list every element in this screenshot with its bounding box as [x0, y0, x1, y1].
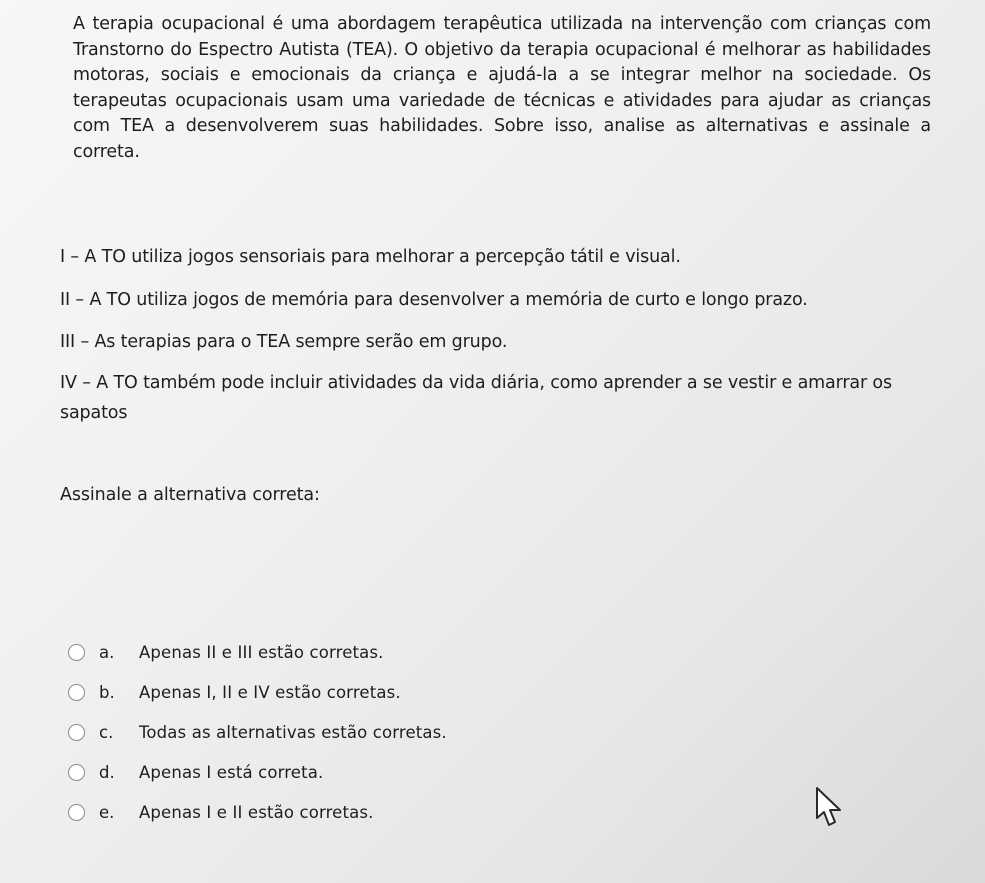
- radio-button-c[interactable]: [68, 724, 85, 741]
- option-e[interactable]: [68, 792, 447, 832]
- option-b[interactable]: [68, 672, 447, 712]
- option-letter: a.: [99, 642, 115, 662]
- radio-button-b[interactable]: [68, 684, 85, 701]
- option-a[interactable]: [68, 632, 447, 672]
- radio-button-e[interactable]: [68, 804, 85, 821]
- statement-2: II – A TO utiliza jogos de memória para desenvolver a memória de curto e longo prazo.: [60, 290, 808, 310]
- option-label: Apenas I está correta.: [139, 762, 324, 782]
- option-letter: d.: [99, 762, 115, 782]
- option-letter: e.: [99, 802, 115, 822]
- radio-button-d[interactable]: [68, 764, 85, 781]
- option-label: Apenas I e II estão corretas.: [139, 802, 374, 822]
- option-label: Apenas I, II e IV estão corretas.: [139, 682, 401, 702]
- option-label: Apenas II e III estão corretas.: [139, 642, 384, 662]
- option-d[interactable]: [68, 752, 447, 792]
- question-text: A terapia ocupacional é uma abordagem terapêutica utilizada na intervenção com crianças com Transtorno do Espectro Autista (TEA). O objetivo da terapia ocupacional é melhorar as habilidades motoras, sociais e emocionais da criança e ajudá-la a se integrar melhor na sociedade. Os terapeutas ocupacionais usam uma variedade de técnicas e atividades para ajudar as crianças com TEA a desenvolverem suas habilidades. Sobre isso, analise as alternativas e assinale a correta.: [73, 14, 931, 162]
- option-label: Todas as alternativas estão corretas.: [139, 722, 447, 742]
- statement-4: IV – A TO também pode incluir atividades da vida diária, como aprender a se vestir e amarrar os sapatos: [60, 373, 892, 423]
- question-prompt: Assinale a alternativa correta:: [60, 485, 320, 505]
- answer-options: [68, 632, 447, 832]
- option-letter: c.: [99, 722, 114, 742]
- mouse-pointer-icon: [813, 785, 847, 831]
- option-c[interactable]: [68, 712, 447, 752]
- radio-button-a[interactable]: [68, 644, 85, 661]
- statement-1: I – A TO utiliza jogos sensoriais para melhorar a percepção tátil e visual.: [60, 247, 681, 267]
- option-letter: b.: [99, 682, 115, 702]
- statement-3: III – As terapias para o TEA sempre serão em grupo.: [60, 332, 508, 352]
